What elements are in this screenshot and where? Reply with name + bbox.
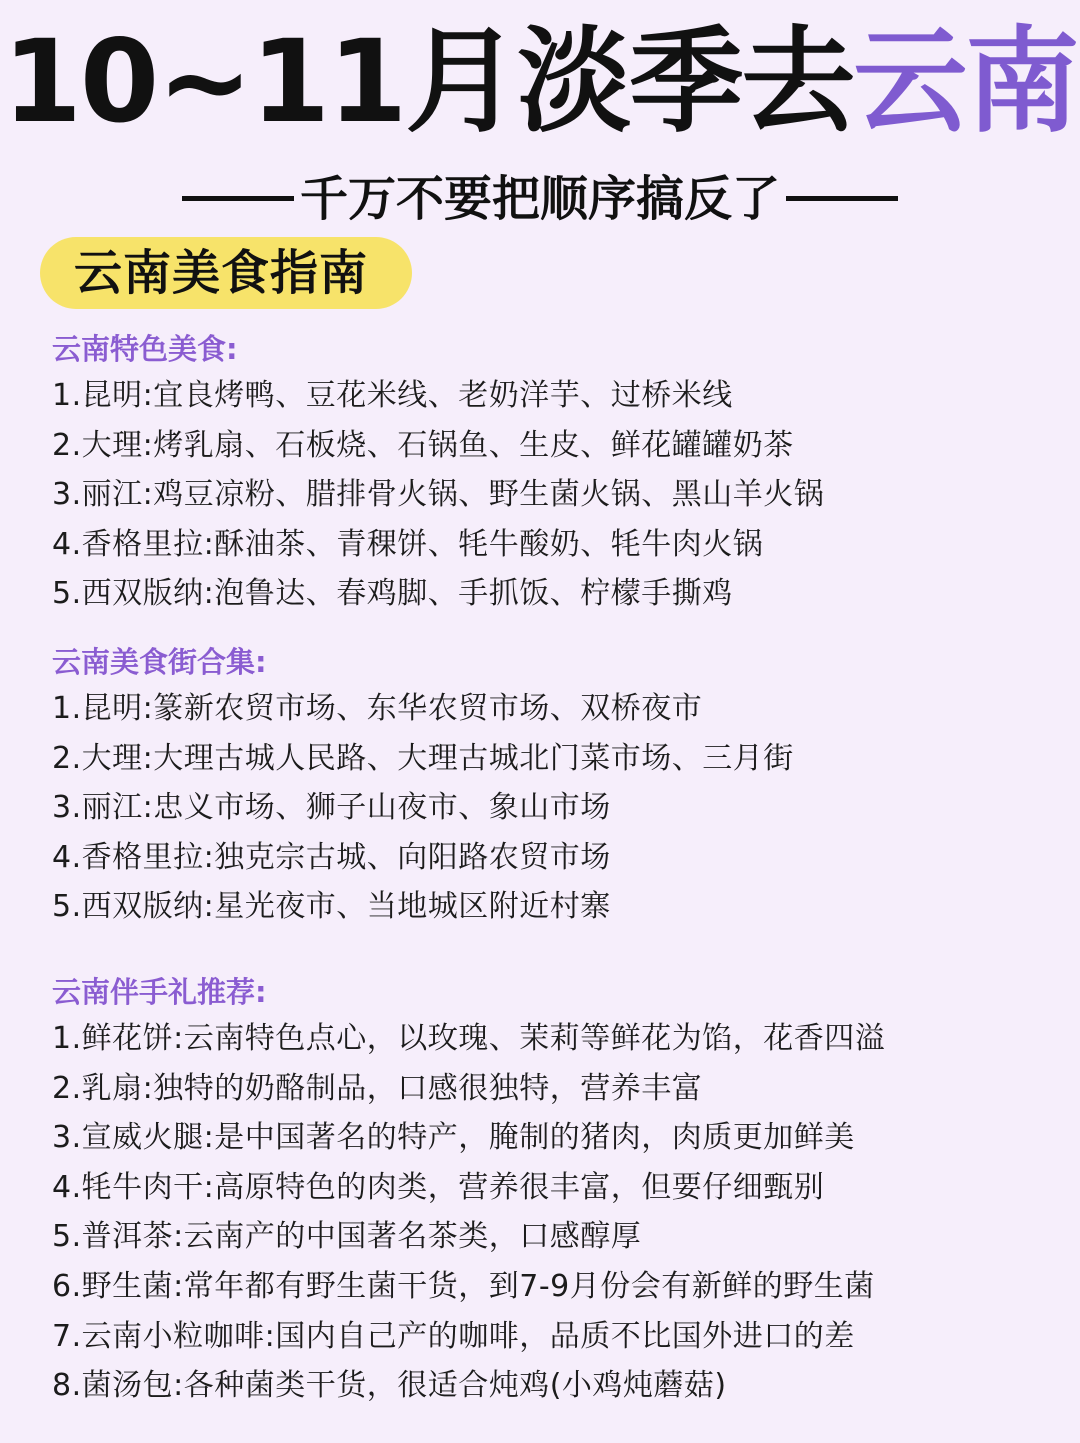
list-item: 4.香格里拉:酥油茶、青稞饼、牦牛酸奶、牦牛肉火锅 [52,526,764,562]
list-item: 4.香格里拉:独克宗古城、向阳路农贸市场 [52,839,611,875]
list-item: 2.乳扇:独特的奶酪制品，口感很独特，营养丰富 [52,1070,703,1106]
list-item: 2.大理:烤乳扇、石板烧、石锅鱼、生皮、鲜花罐罐奶茶 [52,427,794,463]
left-dash-divider [182,196,294,201]
section-badge: 云南美食指南 [40,237,412,309]
list-item: 3.丽江:鸡豆凉粉、腊排骨火锅、野生菌火锅、黑山羊火锅 [52,477,825,513]
section-title: 云南伴手礼推荐: [52,975,267,1009]
section-specialty-food [52,327,1052,619]
title-prefix: 10~11月淡季去 [2,15,854,148]
subtitle-text: 千万不要把顺序搞反了 [299,171,780,227]
list-item: 5.普洱茶:云南产的中国著名茶类，口感醇厚 [52,1219,642,1255]
page-subtitle [0,160,1080,229]
list-item: 5.西双版纳:泡鲁达、春鸡脚、手抓饭、柠檬手撕鸡 [52,576,733,612]
list-item: 1.鲜花饼:云南特色点心，以玫瑰、茉莉等鲜花为馅，花香四溢 [52,1021,886,1056]
section-title: 云南特色美食: [52,332,238,366]
list-item: 1.昆明:篆新农贸市场、东华农贸市场、双桥夜市 [52,691,703,726]
list-item: 2.大理:大理古城人民路、大理古城北门菜市场、三月街 [52,740,794,776]
title-accent: 云南 [853,15,1078,148]
right-dash-divider [786,196,898,201]
list-item: 7.云南小粒咖啡:国内自己产的咖啡，品质不比国外进口的差 [52,1318,855,1354]
list-item: 4.牦牛肉干:高原特色的肉类，营养很丰富，但要仔细甄别 [52,1169,825,1205]
page-title [0,15,1080,148]
list-item: 6.野生菌:常年都有野生菌干货，到7-9月份会有新鲜的野生菌 [52,1268,875,1304]
list-item: 5.西双版纳:星光夜市、当地城区附近村寨 [52,889,611,925]
section-souvenirs [52,970,1052,1411]
list-item: 3.宣威火腿:是中国著名的特产，腌制的猪肉，肉质更加鲜美 [52,1120,855,1156]
list-item: 1.昆明:宜良烤鸭、豆花米线、老奶洋芋、过桥米线 [52,378,733,413]
section-title: 云南美食街合集: [52,645,267,679]
list-item: 3.丽江:忠义市场、狮子山夜市、象山市场 [52,790,611,826]
list-item: 8.菌汤包:各种菌类干货，很适合炖鸡(小鸡炖蘑菇) [52,1368,727,1404]
section-food-streets [52,640,1052,932]
